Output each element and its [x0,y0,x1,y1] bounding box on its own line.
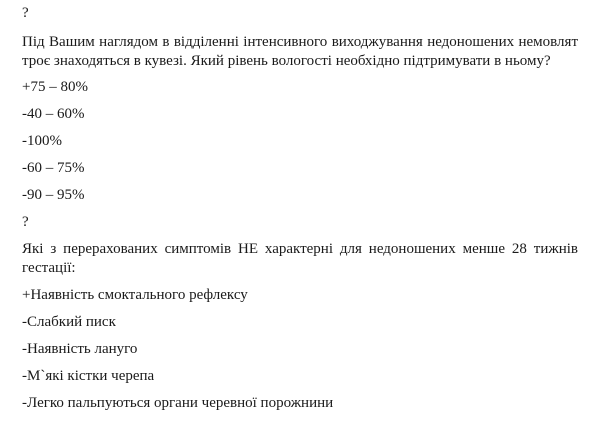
answer-option: -90 – 95% [22,187,85,203]
answer-option: -100% [22,133,62,149]
answer-option: -40 – 60% [22,106,85,122]
question-text: Під Вашим наглядом в відділенні інтенсивного виходжування недоношених немовлят троє знаходяться в кувезі. Який рівень вологості необхідно підтримувати в ньому? [22,34,578,69]
answer-option: -Слабкий писк [22,314,116,330]
answer-option-correct: +75 – 80% [22,79,88,95]
answer-option: -М`які кістки черепа [22,368,155,384]
answer-option-correct: +Наявність смоктального рефлексу [22,287,248,303]
question-text: Які з перерахованих симптомів НЕ характерні для недоношених менше 28 тижнів гестації: [22,241,578,276]
question-marker: ? [22,214,29,230]
question-marker: ? [22,5,29,21]
answer-option: -Наявність лануго [22,341,138,357]
answer-option: -Легко пальпуються органи черевної порожнини [22,395,334,411]
answer-option: -60 – 75% [22,160,85,176]
